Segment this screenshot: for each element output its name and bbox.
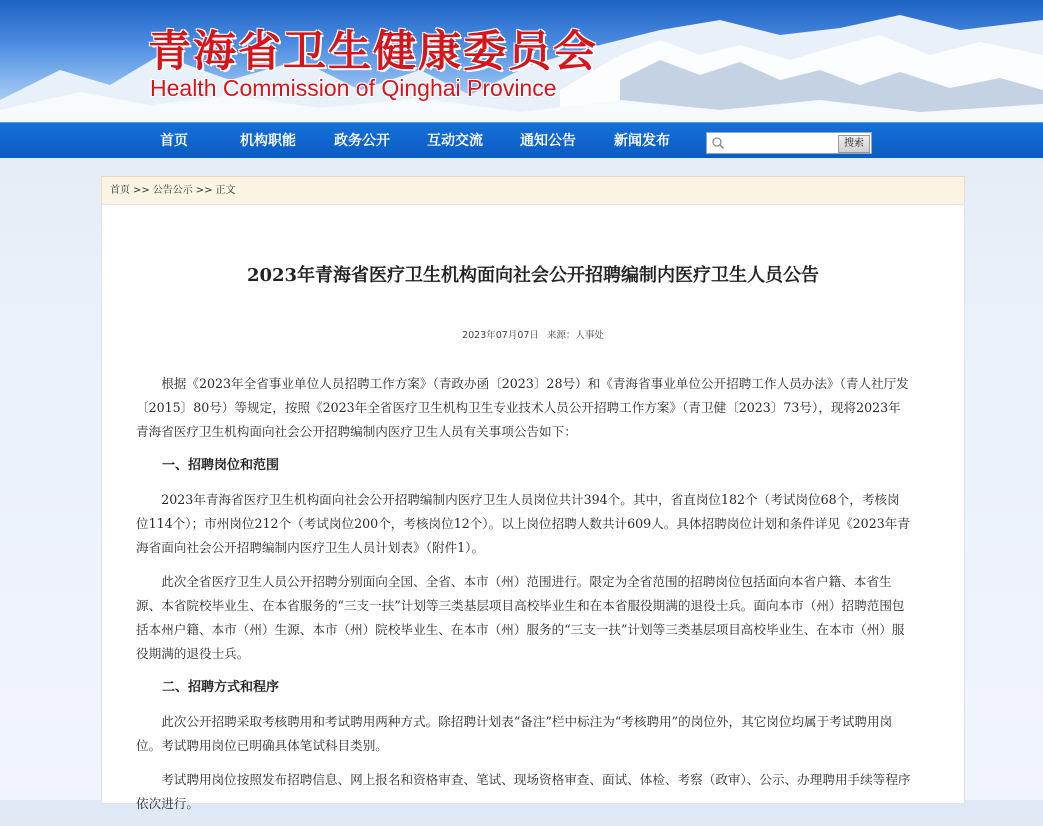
nav-item-functions[interactable]: 机构职能 [240, 133, 296, 149]
breadcrumb [101, 176, 965, 204]
breadcrumb-separator: >> [195, 185, 213, 196]
article-paragraph: 此次公开招聘采取考核聘用和考试聘用两种方式。除招聘计划表“备注”栏中标注为“考核聘用”的岗位外，其它岗位均属于考试聘用岗位。考试聘用岗位已明确具体笔试科目类别。 [136, 714, 893, 753]
article-paragraph: 考试聘用岗位按照发布招聘信息、网上报名和资格审查、笔试、现场资格审查、面试、体检、考察（政审）、公示、办理聘用手续等程序依次进行。 [136, 772, 911, 811]
site-banner [0, 0, 1043, 122]
article-date: 2023年07月07日 [462, 330, 539, 341]
article-body [136, 372, 912, 826]
article-panel [101, 204, 965, 811]
article-title: 2023年青海省医疗卫生机构面向社会公开招聘编制内医疗卫生人员公告 [246, 265, 820, 286]
breadcrumb-notices[interactable]: 公告公示 [152, 185, 193, 196]
site-subtitle: Health Commission of Qinghai Province [150, 75, 557, 101]
article-source: 来源：人事处 [546, 330, 604, 341]
section-heading: 一、招聘岗位和范围 [162, 458, 280, 473]
nav-item-interaction[interactable]: 互动交流 [427, 133, 483, 149]
article-paragraph: 此次全省医疗卫生人员公开招聘分别面向全国、全省、本市（州）范围进行。限定为全省范围的招聘岗位包括面向本省户籍、本省生源、本省院校毕业生、在本省服务的“三支一扶”计划等三类基层项目高校毕业生和在本省服役期满的退役士兵。面向本市（州）招聘范围包括本州户籍、本市（州）生源、本市（州）院校毕业生、在本市（州）服务的“三支一扶”计划等三类基层项目高校毕业生、在本市（州）服役期满的退役士兵。 [136, 574, 905, 661]
site-title: 青海省卫生健康委员会 [148, 27, 598, 77]
breadcrumb-current: 正文 [215, 185, 236, 196]
article-paragraph: 根据《2023年全省事业单位人员招聘工作方案》（青政办函〔2023〕28号）和《青海省事业单位公开招聘工作人员办法》（青人社厅发〔2015〕80号）等规定，按照《2023年全省医疗卫生机构卫生专业技术人员公开招聘工作方案》（青卫健〔2023〕73号），现将2023年青海省医疗卫生机构面向社会公开招聘编制内医疗卫生人员有关事项公告如下： [136, 376, 909, 439]
nav-item-home[interactable]: 首页 [160, 133, 188, 149]
main-nav [0, 122, 1043, 158]
search-input[interactable] [727, 134, 839, 152]
nav-item-news[interactable]: 新闻发布 [614, 133, 670, 149]
nav-item-notices[interactable]: 通知公告 [520, 133, 576, 149]
section-heading: 二、招聘方式和程序 [162, 680, 280, 695]
search-button[interactable]: 搜索 [838, 135, 870, 153]
breadcrumb-home[interactable]: 首页 [110, 185, 130, 196]
search-icon [711, 136, 725, 150]
breadcrumb-separator: >> [133, 185, 150, 196]
article-paragraph: 2023年青海省医疗卫生机构面向社会公开招聘编制内医疗卫生人员岗位共计394个。其中，省直岗位182个（考试岗位68个，考核岗位114个）；市州岗位212个（考试岗位200个，考核岗位12个）。以上岗位招聘人数共计609人。具体招聘岗位计划和条件详见《2023年青海省面向社会公开招聘编制内医疗卫生人员计划表》（附件1）。 [136, 492, 910, 555]
nav-item-government-affairs[interactable]: 政务公开 [334, 133, 390, 149]
article-meta [102, 327, 964, 341]
